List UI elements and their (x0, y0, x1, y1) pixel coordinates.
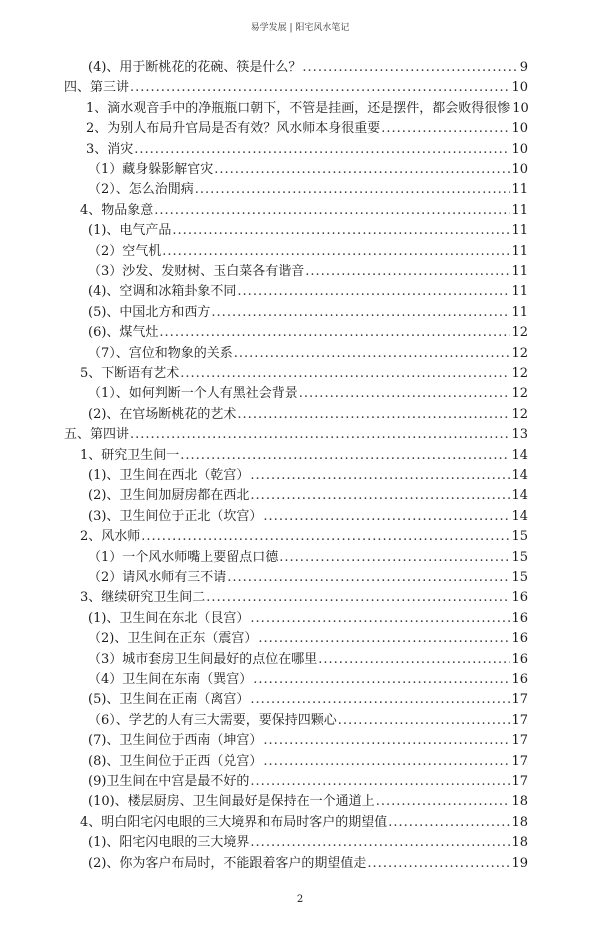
toc-entry-title: （2）请风水师有三不请 (88, 570, 227, 585)
toc-entry[interactable] (64, 425, 528, 445)
toc-entry[interactable] (88, 650, 528, 670)
toc-entry-page: 18 (511, 794, 528, 810)
toc-entry[interactable] (64, 78, 528, 98)
toc-entry-title: (1)、阳宅闪电眼的三大境界 (88, 835, 250, 851)
toc-entry-page: 10 (511, 162, 528, 177)
toc-entry-page: 11 (511, 264, 528, 279)
toc-entry-title: 五、第四讲 (64, 427, 130, 443)
toc-entry-page: 15 (511, 570, 528, 585)
dot-leader (302, 58, 518, 78)
toc-entry-title: 3、继续研究卫生间二 (80, 590, 206, 606)
toc-entry-title: （2）空气机 (88, 243, 162, 259)
toc-entry-page: 10 (511, 141, 528, 157)
toc-entry[interactable] (88, 670, 528, 690)
dot-leader (214, 160, 510, 180)
toc-entry[interactable] (80, 364, 528, 384)
toc-entry-title: 四、第三讲 (64, 80, 130, 96)
toc-entry-title: (5)、中国北方和西方 (88, 304, 211, 320)
toc-entry-title: （3）沙发、发财树、玉白菜各有谐音 (88, 264, 305, 279)
toc-entry[interactable] (88, 466, 528, 486)
toc-entry-title: （1）、如何判断一个人有黑社会背景 (88, 386, 298, 402)
toc-entry-title: 2、为别人布局升官局是否有效？风水师本身很重要 (86, 121, 381, 137)
dot-leader (250, 772, 510, 792)
toc-entry-title: 2、风水师 (80, 529, 141, 545)
toc-entry-title: （3）城市套房卫生间最好的点位在哪里 (88, 651, 318, 667)
toc-entry-title: 1、研究卫生间一 (80, 447, 180, 463)
toc-entry-page: 16 (511, 651, 528, 667)
toc-entry-page: 17 (511, 733, 528, 749)
toc-entry[interactable] (88, 242, 528, 262)
toc-entry-page: 12 (511, 345, 528, 361)
toc-entry[interactable] (86, 119, 528, 139)
toc-entry[interactable] (88, 282, 528, 302)
toc-entry-page: 15 (511, 529, 528, 545)
toc-entry[interactable] (88, 548, 528, 568)
toc-entry[interactable] (88, 323, 528, 343)
toc-entry[interactable] (80, 813, 528, 833)
dot-leader (141, 527, 510, 547)
toc-entry-title: (9)卫生间在中宫是最不好的 (88, 774, 250, 789)
toc-entry-page: 11 (511, 243, 528, 259)
dot-leader (180, 364, 510, 384)
toc-entry-title: （4）卫生间在东南（巽宫） (88, 672, 253, 687)
toc-entry-page: 9 (519, 60, 528, 75)
dot-leader (195, 180, 511, 200)
toc-entry-title: (1)、卫生间在东北（艮宫） (88, 610, 250, 626)
toc-entry-page: 16 (511, 631, 528, 647)
dot-leader (237, 282, 510, 302)
toc-entry[interactable] (88, 752, 528, 772)
toc-entry-title: （2)、卫生间在正东（震宫） (88, 631, 258, 647)
toc-entry-page: 18 (511, 835, 528, 851)
toc-entry-title: （1）一个风水师嘴上要留点口德 (88, 549, 279, 565)
dot-leader (162, 242, 510, 262)
toc-entry-title: (6)、煤气灶 (88, 325, 159, 341)
dot-leader (211, 303, 510, 323)
toc-entry-page: 16 (511, 590, 528, 606)
toc-entry-page: 14 (511, 488, 528, 504)
toc-entry-page: 17 (511, 774, 528, 789)
toc-entry[interactable] (80, 446, 528, 466)
running-header: 易学发展 | 阳宅风水笔记 (250, 23, 350, 33)
toc-entry[interactable] (88, 792, 528, 812)
toc-entry-title: 3、消灾 (86, 141, 134, 157)
toc-entry-page: 10 (511, 121, 528, 137)
toc-entry-title: (4)、用于断桃花的花碗、筷是什么？ (88, 60, 302, 75)
toc-entry-title: (1)、卫生间在西北（乾宫） (88, 468, 250, 483)
toc-entry-page: 17 (511, 712, 528, 728)
toc-entry[interactable] (80, 588, 528, 608)
toc-entry-title: 4、明白阳宅闪电眼的三大境界和布局时客户的期望值 (80, 814, 388, 830)
toc-entry[interactable] (88, 221, 528, 241)
toc-entry-page: 19 (511, 855, 528, 871)
toc-entry-title: (1)、电气产品 (88, 223, 172, 239)
toc-entry[interactable] (88, 58, 528, 78)
toc-entry[interactable] (88, 609, 528, 629)
toc-entry[interactable] (88, 772, 528, 792)
toc-entry[interactable] (88, 507, 528, 527)
toc-entry[interactable] (80, 201, 528, 221)
dot-leader (376, 792, 511, 812)
toc-entry-page: 12 (511, 366, 528, 381)
dot-leader (381, 119, 510, 139)
toc-entry-page: 11 (511, 223, 528, 239)
dot-leader (206, 588, 510, 608)
toc-entry-title: (2)、在官场断桃花的艺术 (88, 406, 237, 422)
toc-entry-page: 16 (511, 672, 528, 687)
toc-entry-title: (5)、卫生间在正南（离宫） (88, 692, 250, 708)
toc-entry-title: (8)、卫生间位于正西（兑宫） (88, 753, 263, 769)
dot-leader (253, 670, 510, 690)
toc-entry-title: (10)、楼层厨房、卫生间最好是保持在一个通道上 (88, 794, 375, 810)
toc-entry-title: 4、物品象意 (80, 202, 154, 218)
dot-leader (227, 568, 510, 588)
toc-entry[interactable] (86, 99, 528, 119)
dot-leader (250, 486, 510, 506)
toc-entry[interactable] (88, 568, 528, 588)
dot-leader (250, 690, 510, 710)
dot-leader (159, 323, 510, 343)
toc-entry-page: 12 (511, 406, 528, 422)
dot-leader (134, 140, 510, 160)
dot-leader (154, 201, 510, 221)
dot-leader (263, 507, 510, 527)
dot-leader (130, 425, 510, 445)
toc-entry-title: (4)、空调和冰箱卦象不同 (88, 284, 237, 300)
toc-entry-page: 17 (511, 692, 528, 708)
toc-entry[interactable] (88, 262, 528, 282)
dot-leader (338, 711, 511, 731)
dot-leader (318, 650, 510, 670)
toc-entry-page: 16 (511, 610, 528, 626)
toc-entry[interactable] (88, 731, 528, 751)
toc-entry[interactable] (88, 344, 528, 364)
toc-entry[interactable] (88, 303, 528, 323)
toc-entry-page: 14 (511, 468, 528, 483)
toc-entry-page: 11 (511, 202, 528, 218)
toc-entry-page: 11 (511, 304, 528, 320)
toc-entry-page: 12 (511, 386, 528, 402)
dot-leader (130, 78, 510, 98)
toc-entry-title: 1、滴水观音手中的净瓶瓶口朝下，不管是挂画，还是摆件，都会败得很惨 (86, 100, 511, 116)
toc-entry[interactable] (88, 711, 528, 731)
toc-entry-page: 10 (512, 100, 529, 116)
dot-leader (367, 854, 510, 874)
dot-leader (250, 609, 510, 629)
toc-entry[interactable] (88, 854, 528, 874)
toc-entry-page: 11 (511, 182, 528, 198)
toc-entry[interactable] (88, 180, 528, 200)
toc-entry-title: (7)、卫生间位于西南（坤宫） (88, 733, 263, 749)
toc-entry-page: 15 (511, 549, 528, 565)
toc-entry[interactable] (80, 527, 528, 547)
toc-entry-page: 12 (511, 325, 528, 341)
toc-entry-title: (3)、卫生间位于正北（坎宫） (88, 508, 263, 524)
toc-entry-page: 10 (511, 80, 528, 96)
dot-leader (279, 548, 510, 568)
toc-entry[interactable] (88, 405, 528, 425)
toc-entry-title: (2)、卫生间加厨房都在西北 (88, 488, 250, 504)
dot-leader (263, 731, 510, 751)
toc-entry-title: （6）、学艺的人有三大需要，要保持四颗心 (88, 712, 337, 728)
toc-entry[interactable] (88, 690, 528, 710)
toc-entry-title: （2）、怎么治閒病 (88, 182, 194, 198)
toc-entry-title: （7）、宫位和物象的关系 (88, 345, 233, 361)
toc-entry[interactable] (88, 160, 528, 180)
dot-leader (388, 813, 510, 833)
toc-entry[interactable] (86, 140, 528, 160)
dot-leader (258, 629, 510, 649)
toc-entry-page: 14 (511, 447, 528, 463)
dot-leader (180, 446, 510, 466)
dot-leader (263, 752, 510, 772)
toc-entry[interactable] (88, 384, 528, 404)
toc-entry-title: 5、下断语有艺术 (80, 366, 180, 381)
toc-entry[interactable] (88, 629, 528, 649)
toc-entry-page: 14 (511, 508, 528, 524)
dot-leader (250, 833, 510, 853)
dot-leader (172, 221, 510, 241)
toc-entry-page: 11 (511, 284, 528, 300)
dot-leader (250, 466, 510, 486)
page-number: 2 (296, 894, 304, 905)
dot-leader (237, 405, 510, 425)
toc-entry[interactable] (88, 486, 528, 506)
toc-entry[interactable] (88, 833, 528, 853)
toc-entry-page: 17 (511, 753, 528, 769)
dot-leader (234, 344, 511, 364)
toc-entry-page: 18 (511, 814, 528, 830)
dot-leader (299, 384, 511, 404)
dot-leader (305, 262, 510, 282)
toc-entry-title: （1）藏身躲影解官灾 (88, 162, 214, 177)
toc-entry-page: 13 (511, 427, 528, 443)
toc-entry-title: (2)、你为客户布局时，不能跟着客户的期望值走 (88, 855, 367, 871)
